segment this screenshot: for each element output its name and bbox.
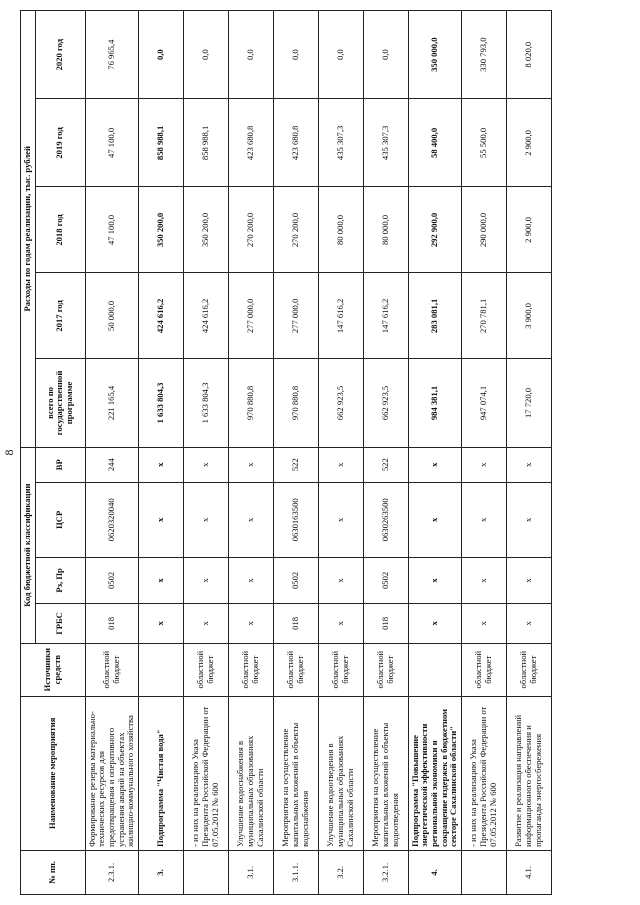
row-2018: 350 200,0 [183,187,228,273]
row-vr: x [408,447,461,482]
row-source: областной бюджет [183,643,228,696]
row-name: Развитие и реализация направлений информационного обеспечения и пропаганды энергосбережения [506,696,551,850]
row-2019: 47 100,0 [85,99,138,187]
row-name: - из них на реализацию Указа Президента Российской Федерации от 07.05.2012 № 600 [461,696,506,850]
row-vr: x [318,447,363,482]
row-source [138,643,183,696]
row-vr: x [461,447,506,482]
row-vr: x [138,447,183,482]
row-total: 1 633 804,3 [183,359,228,447]
row-rz: x [138,557,183,603]
row-total: 970 880,8 [228,359,273,447]
row-total: 662 923,5 [318,359,363,447]
header-num: № пп. [21,850,86,894]
row-rz: x [506,557,551,603]
row-2020: 0,0 [363,11,408,99]
row-2018: 80 000,0 [318,187,363,273]
row-2020: 330 793,0 [461,11,506,99]
row-source: областной бюджет [461,643,506,696]
row-2017: 50 000,0 [85,273,138,359]
row-number: 4. [408,850,461,894]
row-2017: 147 616,2 [363,273,408,359]
row-rz: x [318,557,363,603]
row-csr: x [461,482,506,557]
row-2019: 423 680,8 [273,99,318,187]
header-budget-code: Код бюджетной классификации [21,447,36,643]
row-2018: 80 000,0 [363,187,408,273]
row-grbs: 018 [363,604,408,644]
table-body [85,11,551,895]
header-source: Источники средств [21,643,86,696]
row-grbs: x [183,604,228,644]
row-2018: 2 900,0 [506,187,551,273]
row-2018: 350 200,0 [138,187,183,273]
row-csr: 0620320040 [85,482,138,557]
row-2019: 858 988,1 [138,99,183,187]
table-row [138,11,183,895]
row-2017: 3 900,0 [506,273,551,359]
row-source: областной бюджет [363,643,408,696]
header-2020: 2020 год [35,11,85,99]
header-2019: 2019 год [35,99,85,187]
row-2019: 2 900,0 [506,99,551,187]
table-row [363,11,408,895]
row-csr: x [318,482,363,557]
row-source: областной бюджет [228,643,273,696]
row-total: 984 381,1 [408,359,461,447]
row-2018: 270 200,0 [273,187,318,273]
table-row [228,11,273,895]
row-2020: 0,0 [318,11,363,99]
row-rz: 0502 [85,557,138,603]
row-name: Мероприятия на осуществление капитальных вложений в объекты водоотведения [363,696,408,850]
header-total: всего по государственной программе [35,359,85,447]
row-2019: 858 988,1 [183,99,228,187]
row-grbs: x [506,604,551,644]
row-2017: 283 081,1 [408,273,461,359]
header-vr: ВР [35,447,85,482]
row-rz: x [228,557,273,603]
row-csr: x [506,482,551,557]
header-expenses: Расходы по годам реализации, тыс. рублей [21,11,36,448]
table-row [273,11,318,895]
row-name: Подпрограмма "Повышение энергетической эффективности региональной экономики и сокращение издержек в бюджетном секторе Сахалинской области" [408,696,461,850]
header-2017: 2017 год [35,273,85,359]
page-number: 8 [2,449,16,456]
row-csr: 0630263500 [363,482,408,557]
row-2020: 8 020,0 [506,11,551,99]
row-2020: 0,0 [228,11,273,99]
row-grbs: x [318,604,363,644]
row-2019: 55 500,0 [461,99,506,187]
row-number: 3.2.1. [363,850,408,894]
row-source [408,643,461,696]
row-csr: x [408,482,461,557]
header-rz: Рз, Пр [35,557,85,603]
table-row [461,11,506,895]
row-rz: 0502 [273,557,318,603]
row-2017: 424 616,2 [183,273,228,359]
row-2019: 435 307,3 [318,99,363,187]
row-name: Подпрограмма "Чистая вода" [138,696,183,850]
row-rz: x [408,557,461,603]
row-2020: 0,0 [273,11,318,99]
row-name: Мероприятия на осуществление капитальных вложений в объекты водоснабжения [273,696,318,850]
row-2017: 277 000,0 [228,273,273,359]
row-name: Улучшение водоснабжения в муниципальных образованиях Сахалинской области [228,696,273,850]
row-csr: 0630163500 [273,482,318,557]
row-2018: 292 900,0 [408,187,461,273]
row-grbs: x [461,604,506,644]
row-grbs: x [228,604,273,644]
header-grbs: ГРБС [35,604,85,644]
row-source: областной бюджет [506,643,551,696]
row-vr: 522 [363,447,408,482]
row-csr: x [183,482,228,557]
row-grbs: 018 [273,604,318,644]
row-2019: 58 400,0 [408,99,461,187]
row-rz: x [183,557,228,603]
row-2017: 277 000,0 [273,273,318,359]
row-source: областной бюджет [85,643,138,696]
row-number: 3.1.1. [273,850,318,894]
row-total: 947 074,1 [461,359,506,447]
row-rz: x [461,557,506,603]
row-total: 17 720,0 [506,359,551,447]
row-source: областной бюджет [273,643,318,696]
row-2020: 350 000,0 [408,11,461,99]
row-number [461,850,506,894]
row-vr: x [228,447,273,482]
row-total: 1 633 804,3 [138,359,183,447]
row-2017: 147 616,2 [318,273,363,359]
row-name: - из них на реализацию Указа Президента Российской Федерации от 07.05.2012 № 600 [183,696,228,850]
row-grbs: 018 [85,604,138,644]
budget-table [20,10,552,895]
row-grbs: x [138,604,183,644]
header-name: Наименование мероприятия [21,696,86,850]
row-total: 221 165,4 [85,359,138,447]
row-csr: x [138,482,183,557]
row-number: 3.1. [228,850,273,894]
table-row [183,11,228,895]
row-name: Формирование резерва материально-технических ресурсов для предотвращения и оперативного устранения аварий на объектах жилищно-коммунального хозяйства [85,696,138,850]
header-2018: 2018 год [35,187,85,273]
row-name: Улучшение водоотведения в муниципальных образованиях Сахалинской области [318,696,363,850]
row-number: 4.1. [506,850,551,894]
row-2018: 290 000,0 [461,187,506,273]
row-2020: 0,0 [138,11,183,99]
row-2020: 0,0 [183,11,228,99]
row-number: 3.2. [318,850,363,894]
header-csr: ЦСР [35,482,85,557]
row-vr: 522 [273,447,318,482]
row-2018: 47 100,0 [85,187,138,273]
row-rz: 0502 [363,557,408,603]
row-2020: 76 965,4 [85,11,138,99]
row-grbs: x [408,604,461,644]
row-2018: 270 200,0 [228,187,273,273]
row-csr: x [228,482,273,557]
table-row [85,11,138,895]
row-vr: 244 [85,447,138,482]
row-number: 2.3.1. [85,850,138,894]
row-2017: 424 616,2 [138,273,183,359]
row-2019: 435 307,3 [363,99,408,187]
row-total: 662 923,5 [363,359,408,447]
table-row [318,11,363,895]
row-total: 970 880,8 [273,359,318,447]
row-2017: 270 781,1 [461,273,506,359]
row-2019: 423 680,8 [228,99,273,187]
row-vr: x [506,447,551,482]
row-number [183,850,228,894]
table-row [408,11,461,895]
row-vr: x [183,447,228,482]
table-row [506,11,551,895]
row-source: областной бюджет [318,643,363,696]
row-number: 3. [138,850,183,894]
